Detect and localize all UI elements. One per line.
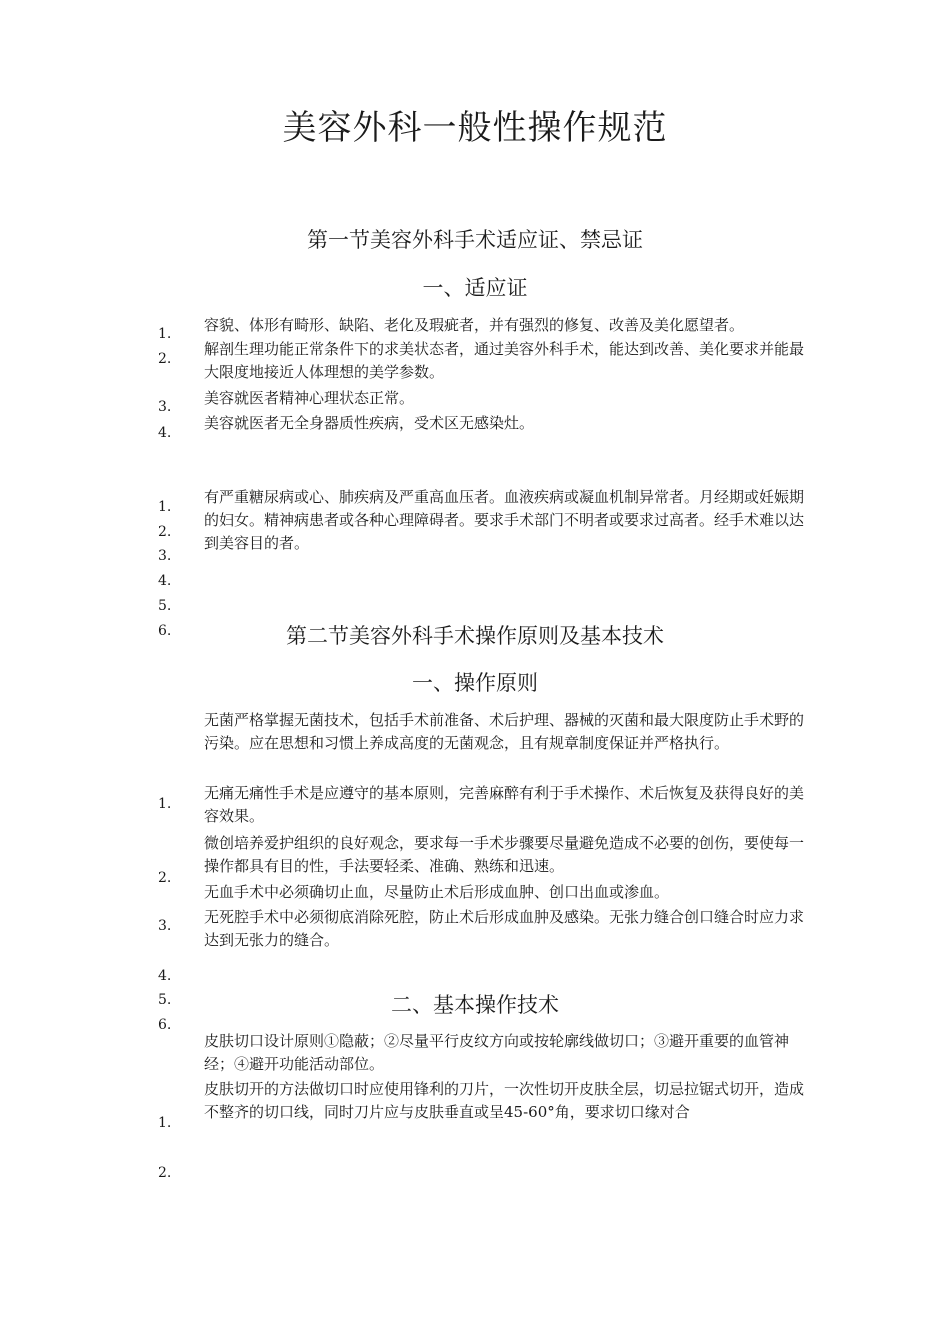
list-number: 3.: [158, 548, 172, 564]
indication-item: 容貌、体形有畸形、缺陷、老化及瑕疵者，并有强烈的修复、改善及美化愿望者。: [204, 316, 745, 334]
list-number: 6.: [158, 623, 172, 639]
list-number: 2.: [158, 1165, 172, 1181]
principle-item: 无血手术中必须确切止血，尽量防止术后形成血肿、创口出血或渗血。: [204, 883, 670, 901]
indication-item: 解剖生理功能正常条件下的求美状态者，通过美容外科手术，能达到改善、美化要求并能最大限度地接近人体理想的美学参数。: [204, 340, 805, 381]
list-number: 3.: [158, 918, 172, 934]
list-number: 5.: [158, 598, 172, 614]
list-number: 1.: [158, 499, 172, 515]
list-number: 3.: [158, 399, 172, 415]
principle-item: 无菌严格掌握无菌技术，包括手术前准备、术后护理、器械的灭菌和最大限度防止手术野的污染。应在思想和习惯上养成高度的无菌观念，且有规章制度保证并严格执行。: [204, 711, 805, 752]
contraindication-text: 有严重糖尿病或心、肺疾病及严重高血压者。血液疾病或凝血机制异常者。月经期或妊娠期的妇女。精神病患者或各种心理障碍者。要求手术部门不明者或要求过高者。经手术难以达到美容目的者。: [204, 488, 805, 552]
list-number: 5.: [158, 992, 172, 1008]
technique-item: 皮肤切开的方法做切口时应使用锋利的刀片，一次性切开皮肤全层，切忌拉锯式切开，造成不整齐的切口线，同时刀片应与皮肤垂直或呈45-60°角，要求切口缘对合: [204, 1080, 805, 1121]
principle-item: 无痛无痛性手术是应遵守的基本原则，完善麻醉有利于手术操作、术后恢复及获得良好的美容效果。: [204, 784, 805, 825]
indication-item: 美容就医者无全身器质性疾病，受术区无感染灶。: [204, 414, 535, 432]
list-number: 4.: [158, 573, 172, 589]
list-number: 1.: [158, 1115, 172, 1131]
list-number: 4.: [158, 968, 172, 984]
indications-heading: 一、适应证: [422, 276, 528, 300]
list-number: 2.: [158, 351, 172, 367]
list-number: 6.: [158, 1017, 172, 1033]
page-title: 美容外科一般性操作规范: [282, 108, 668, 148]
list-number: 1.: [158, 326, 172, 342]
principle-item: 微创培养爱护组织的良好观念，要求每一手术步骤要尽量避免造成不必要的创伤，要使每一操作都具有目的性，手法要轻柔、准确、熟练和迅速。: [204, 834, 805, 875]
technique-item: 皮肤切口设计原则①隐蔽；②尽量平行皮纹方向或按轮廓线做切口；③避开重要的血管神经；④避开功能活动部位。: [204, 1032, 790, 1073]
list-number: 4.: [158, 425, 172, 441]
principle-item: 无死腔手术中必须彻底消除死腔，防止术后形成血肿及感染。无张力缝合创口缝合时应力求达到无张力的缝合。: [204, 908, 805, 949]
principles-heading: 一、操作原则: [412, 671, 538, 695]
section2-heading: 第二节美容外科手术操作原则及基本技术: [286, 624, 664, 648]
indication-item: 美容就医者精神心理状态正常。: [204, 389, 415, 407]
techniques-heading: 二、基本操作技术: [391, 993, 559, 1017]
section1-heading: 第一节美容外科手术适应证、禁忌证: [307, 228, 643, 252]
list-number: 2.: [158, 524, 172, 540]
list-number: 2.: [158, 870, 172, 886]
list-number: 1.: [158, 796, 172, 812]
